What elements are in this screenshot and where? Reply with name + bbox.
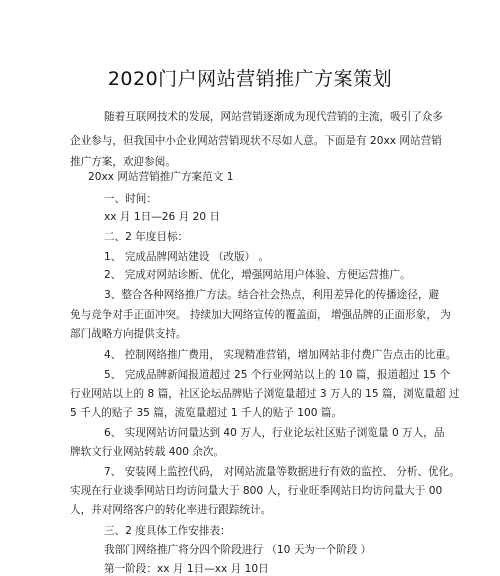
paragraph-line: 人，并对网络客户的转化率进行跟踪统计。 — [70, 504, 272, 516]
section-heading: 20xx 网站营销推广方案范文 1 — [88, 171, 234, 183]
paragraph-line: 企业参与，但我国中小企业网站营销现状不尽如人意。下面是有 20xx 网站营销 — [70, 135, 442, 147]
paragraph-line: 免与竞争对手正面冲突。 持续加大网络宣传的覆盖面， 增强品牌的正面形象， 为 — [70, 309, 451, 321]
paragraph-line: 5 千人的贴子 35 篇，流览量超过 1 千人的贴子 100 篇。 — [70, 407, 343, 419]
section-heading: 二、2 年度目标： — [104, 231, 189, 243]
document-title: 2020门户网站营销推广方案策划 — [107, 68, 393, 90]
paragraph-line: 部门战略方向提供支持。 — [70, 328, 187, 340]
paragraph-line: 行业网站以上的 8 篇，社区论坛品牌贴子浏览量超过 3 万人的 15 篇，浏览量超 过 — [70, 388, 460, 400]
list-item: 3、整合各种网络推广方法。结合社会热点，利用差异化的传播途径，避 — [104, 289, 440, 301]
paragraph-line: xx 月 1日—26 月 20 日 — [104, 211, 221, 223]
section-heading: 三、2 度具体工作安排表： — [104, 525, 231, 537]
list-item: 7、 安装网上监控代码， 对网站流量等数据进行有效的监控、 分析、优化。 — [104, 466, 460, 478]
list-item: 6、 实现网站访问量达到 40 万人，行业论坛社区贴子浏览量 0 万人，品 — [104, 427, 445, 439]
list-item: 5、 完成品牌新闻报道超过 25 个行业网站以上的 10 篇，报道超过 15 个 — [104, 369, 451, 381]
paragraph-line: 推广方案，欢迎参阅。 — [70, 156, 176, 168]
list-item: 1、 完成品牌网站建设 （改版） 。 — [104, 251, 270, 263]
paragraph-line: 实现在行业谈季网站日均访问量大于 800 人，行业旺季网站日均访问量大于 00 — [70, 485, 443, 497]
paragraph-line: 我部门网络推广将分四个阶段进行 （10 天为一个阶段 ） — [104, 544, 372, 556]
section-heading: 一、时间： — [104, 193, 157, 205]
paragraph-line: 第一阶段：xx 月 1日—xx 月 10日 — [104, 563, 269, 575]
paragraph-line: 牌软文行业网站转载 400 余次。 — [70, 446, 225, 458]
paragraph-line: 随着互联网技术的发展，网站营销逐渐成为现代营销的主流，吸引了众多 — [104, 111, 443, 123]
list-item: 2、 完成对网站诊断、优化，增强网站用户体验、方便运营推广。 — [104, 269, 411, 281]
list-item: 4、 控制网络推广费用， 实现精准营销，增加网站非付费广告点击的比重。 — [104, 349, 457, 361]
